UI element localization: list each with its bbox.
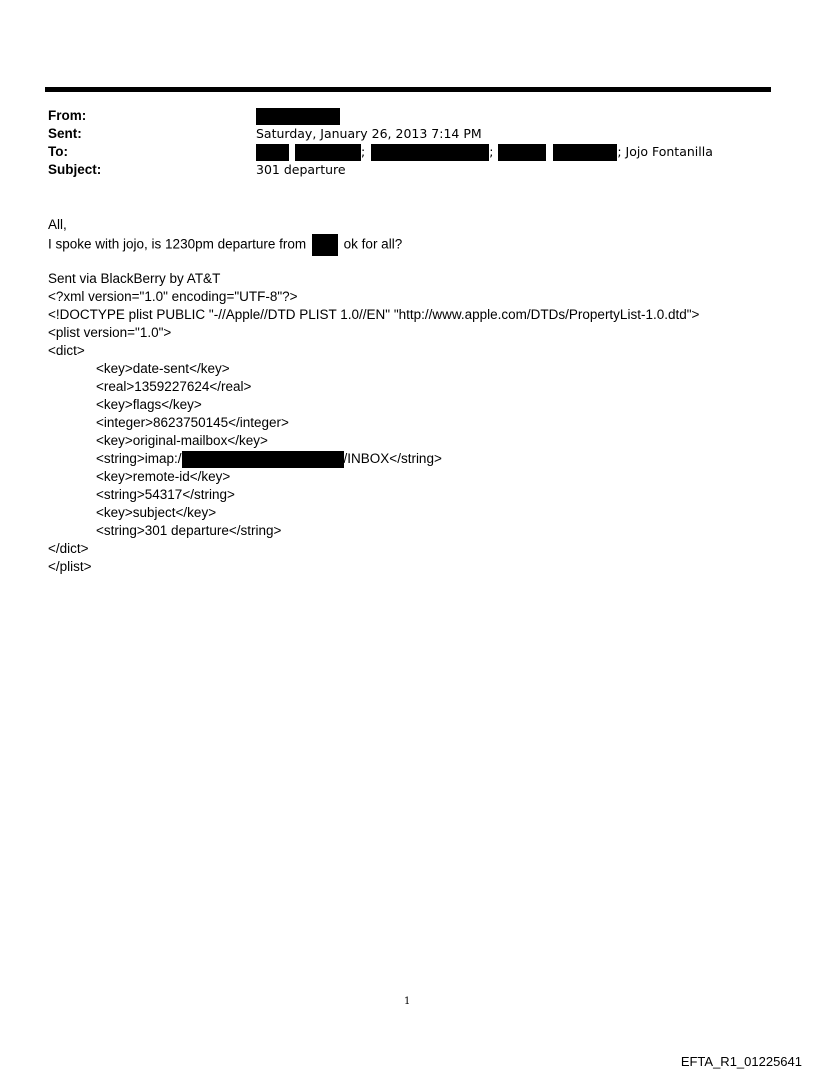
from-label: From: [48, 108, 87, 123]
dict-line: <string>54317</string> [96, 487, 235, 502]
plist-close: </plist> [48, 559, 92, 574]
to-last-recipient: ; Jojo Fontanilla [617, 144, 713, 159]
dict-line: <key>date-sent</key> [96, 361, 230, 376]
greeting: All, [48, 217, 67, 232]
plist-open: <plist version="1.0"> [48, 325, 172, 340]
dict-line: <key>original-mailbox</key> [96, 433, 268, 448]
redaction-block [256, 144, 289, 161]
to-separator: ; [360, 144, 366, 159]
xml-declaration: <?xml version="1.0" encoding="UTF-8"?> [48, 289, 298, 304]
sent-value: Saturday, January 26, 2013 7:14 PM [256, 126, 482, 141]
redaction-block [256, 108, 340, 125]
redaction-block [295, 144, 361, 161]
subject-value: 301 departure [256, 162, 346, 177]
dict-open: <dict> [48, 343, 85, 358]
dict-line: <key>remote-id</key> [96, 469, 231, 484]
sent-label: Sent: [48, 126, 82, 141]
signature: Sent via BlackBerry by AT&T [48, 271, 221, 286]
redaction-block [182, 451, 344, 468]
doctype-line: <!DOCTYPE plist PUBLIC "-//Apple//DTD PLIST 1.0//EN" "http://www.apple.com/DTDs/PropertyList-1.0.dtd"> [48, 307, 700, 322]
redaction-block [498, 144, 546, 161]
dict-line: <real>1359227624</real> [96, 379, 252, 394]
header-rule [45, 87, 771, 92]
subject-label: Subject: [48, 162, 102, 177]
dict-line-imap: <string>imap:/ /INBOX</string> [96, 451, 442, 466]
dict-line: <integer>8623750145</integer> [96, 415, 289, 430]
dict-line: <key>subject</key> [96, 505, 217, 520]
redaction-block [371, 144, 489, 161]
redaction-block [312, 234, 338, 256]
to-label: To: [48, 144, 68, 159]
redaction-block [553, 144, 617, 161]
dict-line: <string>301 departure</string> [96, 523, 282, 538]
to-separator: ; [489, 144, 494, 159]
dict-line: <key>flags</key> [96, 397, 202, 412]
message-line: I spoke with jojo, is 1230pm departure from ok for all? [48, 234, 402, 256]
dict-close: </dict> [48, 541, 89, 556]
page-number: 1 [404, 996, 411, 1007]
document-id: EFTA_R1_01225641 [680, 1054, 802, 1069]
